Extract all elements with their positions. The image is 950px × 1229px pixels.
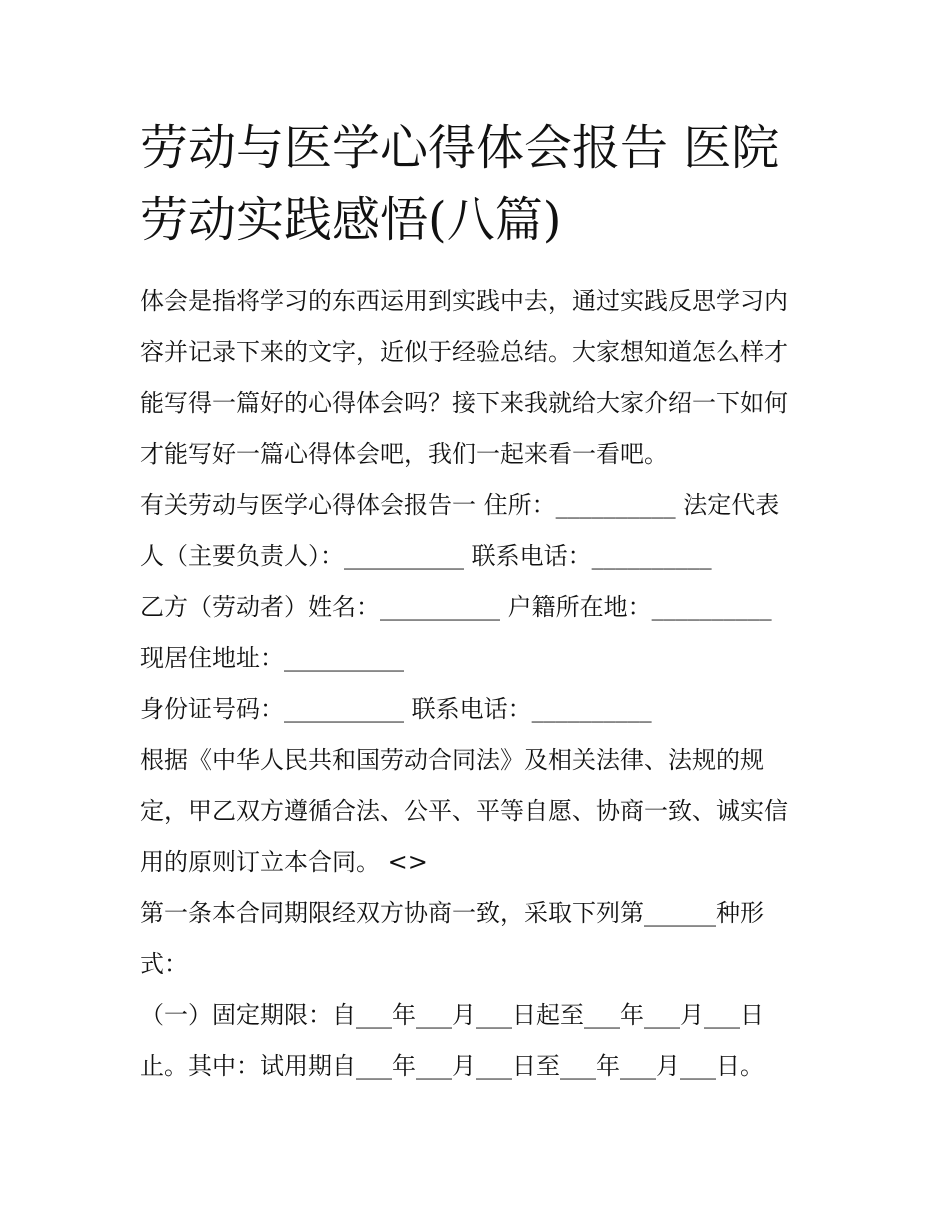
title-line-1: 劳动与医学心得体会报告 医院 [140, 120, 780, 176]
fixed-term-line-2: 止。其中：试用期自___年___月___日至___年___月___日。 [140, 1052, 764, 1080]
legal-basis-line-2: 定，甲乙双方遵循合法、公平、平等自愿、协商一致、诚实信 [140, 797, 788, 825]
intro-line-1: 体会是指将学习的东西运用到实践中去，通过实践反思学习内 [140, 287, 788, 315]
legal-basis-line-1: 根据《中华人民共和国劳动合同法》及相关法律、法规的规 [140, 746, 764, 774]
title-line-2: 劳动实践感悟(八篇) [140, 192, 562, 248]
document-body [140, 276, 830, 1092]
legal-basis-line-3: 用的原则订立本合同。 <> [140, 848, 428, 876]
article-one-line-2: 式： [140, 950, 188, 978]
intro-line-2: 容并记录下来的文字，近似于经验总结。大家想知道怎么样才 [140, 338, 788, 366]
intro-line-3: 能写得一篇好的心得体会吗？接下来我就给大家介绍一下如何 [140, 389, 788, 417]
fixed-term-line-1: （一）固定期限：自___年___月___日起至___年___月___日 [140, 1001, 764, 1029]
party-b-address-line: 现居住地址：__________ [140, 644, 404, 672]
intro-line-4: 才能写好一篇心得体会吧，我们一起来看一看吧。 [140, 440, 668, 468]
party-a-representative-line: 人（主要负责人）：__________ 联系电话：__________ [140, 542, 712, 570]
party-b-name-line: 乙方（劳动者）姓名：__________ 户籍所在地：__________ [140, 593, 772, 621]
document-title [140, 112, 840, 256]
party-a-address-line: 有关劳动与医学心得体会报告一 住所：__________ 法定代表 [140, 491, 780, 519]
article-one-line-1: 第一条本合同期限经双方协商一致，采取下列第______种形 [140, 899, 764, 927]
party-b-id-line: 身份证号码：__________ 联系电话：__________ [140, 695, 652, 723]
